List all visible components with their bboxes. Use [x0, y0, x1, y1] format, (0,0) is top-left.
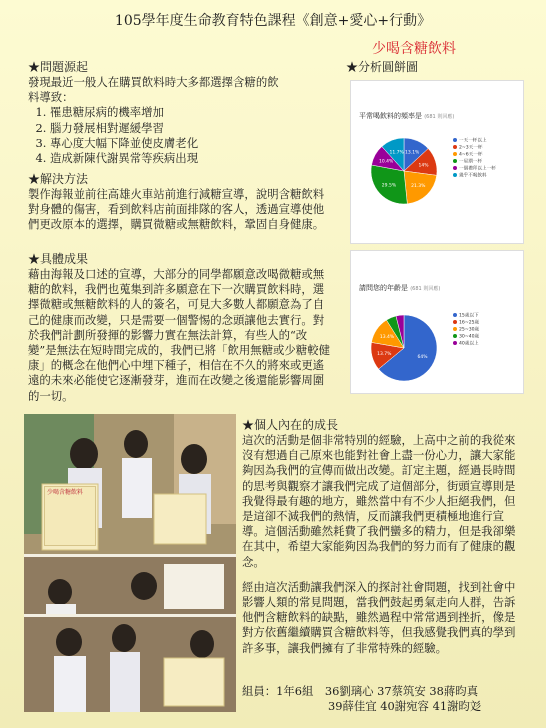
- legend-item: [453, 341, 521, 348]
- legend-label: 15歲以下: [459, 313, 479, 319]
- chart-title: [359, 283, 519, 293]
- pie-slice-label: 13.1%: [405, 150, 420, 156]
- chart-card-frequency: [350, 80, 524, 244]
- legend-label: 2~3天一杯: [459, 145, 483, 151]
- legend-label: 一天一杯以上: [459, 138, 487, 144]
- legend-item: [453, 334, 521, 341]
- pie-slice-label: 11.7%: [389, 150, 404, 156]
- cause-item: 1. 罹患糖尿病的機率增加: [50, 105, 328, 120]
- chart-legend: [453, 313, 521, 348]
- legend-swatch: [453, 173, 457, 177]
- page-subtitle: 少喝含糖飲料: [372, 41, 456, 57]
- legend-item: [453, 166, 521, 173]
- solution-section: [28, 172, 334, 233]
- legend-item: [453, 138, 521, 145]
- chart-title-text: 請問您的年齡是: [359, 284, 408, 292]
- legend-item: [453, 152, 521, 159]
- legend-swatch: [453, 145, 457, 149]
- solution-text: 製作海報並前往高雄火車站前進行減糖宣導，說明含糖飲料對身體的傷害，看到飲料店前面排隊的客人，透過宣導使他們更改原本的選擇，購買微糖或無糖飲料，鞏固自身健康。: [28, 187, 325, 232]
- chart-title: [359, 111, 519, 121]
- cause-item: 2. 腦力發展相對遲緩學習: [50, 121, 328, 136]
- legend-item: [453, 173, 521, 180]
- pie-slice-label: 64%: [417, 355, 428, 361]
- legend-label: 40歲以上: [459, 341, 479, 347]
- origin-intro: 發現最近一般人在購買飲料時大多都選擇含糖的飲料導致：: [28, 75, 279, 105]
- legend-label: 16~25歲: [459, 320, 480, 326]
- cause-item: 4. 造成新陳代謝異常等疾病出現: [50, 151, 328, 166]
- page-title: 105學年度生命教育特色課程《創意+愛心+行動》: [114, 13, 432, 29]
- team-line-2: 39薛佳宜 40謝宛容 41謝昀彣: [328, 699, 482, 713]
- legend-swatch: [453, 341, 457, 345]
- chart-response-count: (681 則回應): [410, 286, 441, 292]
- legend-swatch: [453, 166, 457, 170]
- growth-heading: ★個人內在的成長: [242, 418, 339, 432]
- pie-chart-frequency: [369, 136, 439, 206]
- team-members: [242, 684, 532, 714]
- legend-swatch: [453, 159, 457, 163]
- legend-label: 25~30歲: [459, 327, 480, 333]
- chart-response-count: (681 則回應): [424, 114, 455, 120]
- legend-label: 一星期一杯: [459, 159, 482, 165]
- results-text: 藉由海報及口述的宣導，大部分的同學都願意改喝微糖或無糖的飲料，我們也蒐集到許多願意在下一次購買飲料時，選擇微糖或無糖飲料的人的簽名，可見大多數人都願意為了自己的健康而改變，只是需要一個警惕的念頭讓他去實行。對於我們計劃所發揮的影響力實在無法計算，有些人的“改變”是無法在短時間完成的，我們已將「飲用無糖或少糖較健康」的概念在他們心中埋下種子，相信在不久的將來或更遙遠的未來必能使它逐漸發芽，進而在改變之後還能影響周圍的一切。: [28, 267, 330, 403]
- cause-item: 3. 專心度大幅下降並使皮膚老化: [50, 136, 328, 151]
- pie-slice-label: 13.4%: [379, 335, 395, 341]
- pie-chart-age: [369, 313, 439, 383]
- legend-item: [453, 327, 521, 334]
- legend-swatch: [453, 327, 457, 331]
- legend-swatch: [453, 138, 457, 142]
- pie-slice-label: 21.3%: [411, 184, 426, 190]
- solution-heading: ★解決方法: [28, 172, 89, 186]
- legend-swatch: [453, 334, 457, 338]
- growth-paragraph-2: 經由這次活動讓我們深入的探討社會問題，找到社會中影響人類的常見問題，當我們鼓起勇氣走向人群，告訴他們含糖飲料的缺點，雖然過程中常常遇到挫折，像是對方依舊繼續購買含糖飲料等，但我感覺我們真的學到許多事，讓我們擁有了非常特殊的經驗。: [242, 579, 516, 655]
- pie-slice-label: 29.5%: [381, 183, 397, 189]
- chart-card-age: [350, 250, 524, 394]
- legend-label: 一個禮拜以上一杯: [459, 166, 496, 172]
- legend-item: [453, 320, 521, 327]
- chart-title-text: 平常喝飲料的頻率是: [359, 112, 422, 120]
- pie-slice-label: 10.4%: [378, 159, 394, 165]
- legend-swatch: [453, 313, 457, 317]
- legend-item: [453, 145, 521, 152]
- protest-poster: 少喝含糖飲料: [44, 486, 96, 546]
- activity-photo-collage: [24, 414, 236, 712]
- legend-item: [453, 313, 521, 320]
- analysis-heading: ★分析圓餅圖: [346, 60, 419, 74]
- legend-label: 30~40歲: [459, 334, 480, 340]
- origin-section: [28, 60, 328, 166]
- growth-section: [242, 418, 524, 656]
- results-section: [28, 252, 334, 404]
- legend-swatch: [453, 152, 457, 156]
- legend-label: 4~6天一杯: [459, 152, 483, 158]
- photo-illustration: [24, 414, 236, 712]
- origin-heading: ★問題源起: [28, 60, 89, 74]
- legend-item: [453, 159, 521, 166]
- pie-slice-label: 13.7%: [377, 351, 392, 357]
- results-heading: ★具體成果: [28, 252, 89, 266]
- team-line-1: 組員：1年6組 36劉璃心 37蔡筑安 38蔣昀真: [242, 684, 479, 698]
- causes-list: [28, 105, 328, 166]
- pie-slice-label: 14%: [418, 163, 429, 169]
- legend-swatch: [453, 320, 457, 324]
- growth-paragraph-1: 這次的活動是個非常特別的經驗，上高中之前的我從來沒有想過自己原來也能對社會上盡一份心力，讓大家能夠因為我們的宣傳而做出改變。訂定主題，經過長時間的思考與觀察才讓我們完成了這個部分，街頭宣導則是我覺得最有趣的地方，雖然當中有不少人拒絕我們，但是這卻不減我們的熱情，反而讓我們更積極地進行宣導。這個活動雖然耗費了我們蠻多的精力，但是我卻樂在其中，希望大家能夠因為我們的努力而有了健康的觀念。: [242, 433, 516, 569]
- chart-legend: [453, 138, 521, 179]
- legend-label: 幾乎不喝飲料: [459, 173, 487, 179]
